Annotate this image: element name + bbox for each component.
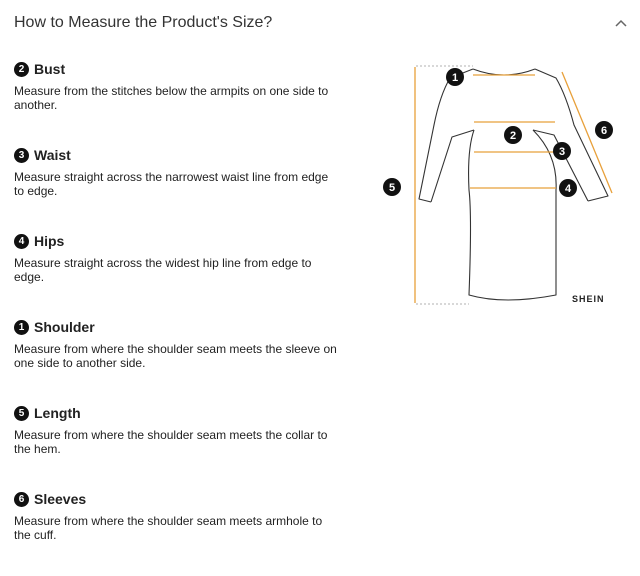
marker-3	[553, 142, 571, 160]
marker-4-label: 4	[564, 183, 572, 195]
marker-5	[383, 178, 401, 196]
measurement-name: Waist	[34, 147, 71, 163]
chevron-up-icon[interactable]	[612, 14, 630, 32]
measurement-item-waist	[14, 146, 344, 232]
measurement-item-hips	[14, 232, 344, 318]
size-guide-header[interactable]	[14, 12, 630, 34]
marker-4	[559, 179, 577, 197]
measurement-name: Bust	[34, 61, 66, 77]
brand-logo: SHEIN	[572, 294, 605, 304]
marker-6	[595, 121, 613, 139]
measurement-item-bust	[14, 60, 344, 146]
measurement-name: Hips	[34, 233, 65, 249]
measurement-item-length	[14, 404, 344, 490]
measurement-description: Measure from the stitches below the armpits on one side to another.	[14, 84, 329, 112]
marker-1	[446, 68, 464, 86]
marker-3-label: 3	[558, 146, 566, 158]
marker-2	[504, 126, 522, 144]
number-badge: 4	[14, 234, 29, 249]
measurement-description: Measure from where the shoulder seam meets the sleeve on one side to another side.	[14, 342, 337, 370]
number-badge: 2	[14, 62, 29, 77]
measurement-name: Shoulder	[34, 319, 95, 335]
number-badge: 5	[14, 406, 29, 421]
measurement-name: Length	[34, 405, 81, 421]
marker-1-label: 1	[451, 72, 459, 84]
measurement-description: Measure straight across the widest hip line from edge to edge.	[14, 256, 312, 284]
dress-outline	[419, 69, 608, 300]
measurement-list	[14, 60, 344, 576]
measurement-item-shoulder	[14, 318, 344, 404]
marker-2-label: 2	[509, 130, 517, 142]
number-badge: 6	[14, 492, 29, 507]
measurement-item-sleeves	[14, 490, 344, 576]
dress-measurement-diagram	[370, 55, 630, 315]
marker-6-label: 6	[600, 125, 608, 137]
marker-5-label: 5	[388, 182, 396, 194]
measurement-description: Measure from where the shoulder seam meets armhole to the cuff.	[14, 514, 323, 542]
measurement-name: Sleeves	[34, 491, 87, 507]
section-title: How to Measure the Product's Size?	[14, 14, 273, 31]
measurement-description: Measure straight across the narrowest waist line from edge to edge.	[14, 170, 329, 198]
measurement-lines	[415, 67, 612, 303]
number-badge: 1	[14, 320, 29, 335]
number-badge: 3	[14, 148, 29, 163]
measurement-description: Measure from where the shoulder seam meets the collar to the hem.	[14, 428, 328, 456]
